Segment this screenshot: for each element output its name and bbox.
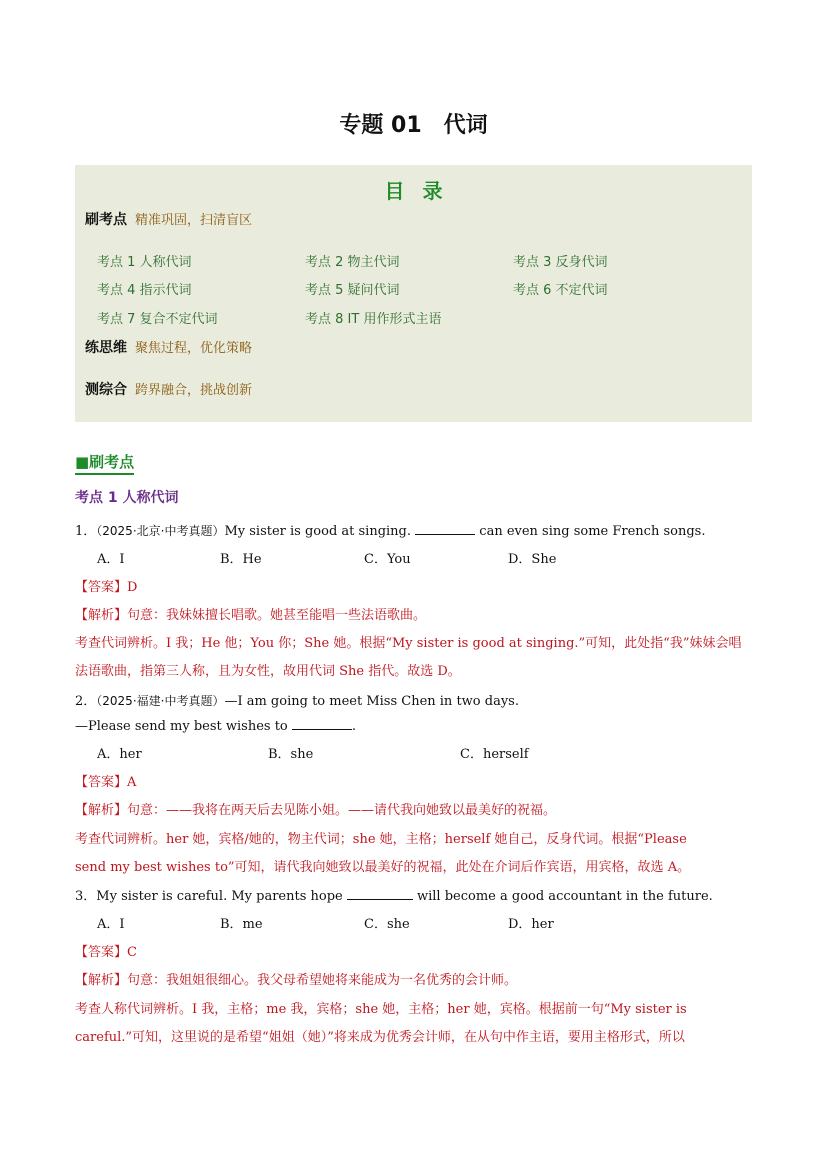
analysis-line: send my best wishes to”可知，请代我向她致以最美好的祝福，此处在介词后作宾语，用宾格，故选 A。 [75,860,691,875]
toc-row-label: 刷考点 [85,212,127,228]
analysis-line: 【解析】句意：我姐姐很细心。我父母希望她将来能成为一名优秀的会计师。 [75,973,518,988]
toc-item[interactable]: 考点 6 不定代词 [513,283,608,298]
option: B．she [268,747,314,762]
toc-item[interactable]: 考点 4 指示代词 [97,283,192,298]
analysis-line: 法语歌曲，指第三人称，且为女性，故用代词 She 指代。故选 D。 [75,664,461,679]
analysis-line: 考查人称代词辨析。I 我，主格；me 我，宾格；she 她，主格；her 她，宾格。根据前一句“My sister is [75,1002,687,1017]
option: C．herself [460,747,529,762]
toc-item[interactable]: 考点 3 反身代词 [513,255,608,270]
option: A．her [97,747,142,762]
toc-row-comprehensive [85,379,252,399]
toc-row-desc: 精准巩固，扫清盲区 [135,213,253,228]
question-text: —Please send my best wishes to [75,719,292,734]
analysis-line: 【解析】句意：——我将在两天后去见陈小姐。——请代我向她致以最美好的祝福。 [75,803,557,818]
answer-blank [292,717,352,730]
option: C．You [364,552,411,567]
option: A．I [97,917,125,932]
answer: 【答案】D [75,580,138,595]
question-text: My sister is careful. My parents hope [96,889,347,904]
answer-blank [415,522,475,535]
question-2-stem [75,690,519,709]
question-number: 1． [75,524,97,539]
question-text: will become a good accountant in the future. [412,889,713,904]
question-2-stem-line2 [75,717,356,734]
question-text: —I am going to meet Miss Chen in two days. [224,694,519,709]
answer-blank [347,887,413,900]
toc-item[interactable]: 考点 2 物主代词 [305,255,400,270]
question-source: （2025·北京·中考真题） [96,524,225,538]
answer: 【答案】C [75,945,137,960]
analysis-line: 考查代词辨析。I 我；He 他；You 你；She 她。根据“My sister is good at singing.”可知，此处指“我”妹妹会唱 [75,636,742,651]
option: A．I [97,552,125,567]
question-1-stem [75,520,705,539]
question-source: （2025·福建·中考真题） [96,694,225,708]
question-3-stem [75,885,713,904]
toc-row-label: 练思维 [85,340,127,356]
question-text: can even sing some French songs. [475,524,706,539]
section-heading: ■刷考点 [75,451,134,475]
option: B．He [220,552,262,567]
answer: 【答案】A [75,775,137,790]
question-number: 2． [75,694,97,709]
toc-row-label: 测综合 [85,382,127,398]
analysis-line: 考查代词辨析。her 她，宾格/她的，物主代词；she 她，主格；herself 她自己，反身代词。根据“Please [75,832,687,847]
toc-heading: 目录 [384,179,461,203]
toc-row-practice [85,209,252,229]
toc-item[interactable]: 考点 5 疑问代词 [305,283,400,298]
question-text: . [351,719,357,734]
toc-row-desc: 跨界融合，挑战创新 [135,383,253,398]
analysis-line: careful.”可知，这里说的是希望“姐姐（她）”将来成为优秀会计师，在从句中作主语，要用主格形式，所以 [75,1030,685,1045]
question-text: My sister is good at singing. [224,524,416,539]
toc-item[interactable]: 考点 8 IT 用作形式主语 [305,312,442,327]
toc-row-desc: 聚焦过程，优化策略 [135,341,253,356]
page-title: 专题 01 代词 [339,113,488,138]
option: B．me [220,917,263,932]
option: C．she [364,917,410,932]
question-number: 3． [75,889,97,904]
table-of-contents [75,165,752,422]
topic-heading: 考点 1 人称代词 [75,490,179,506]
option: D．her [508,917,554,932]
toc-row-thinking [85,337,252,357]
toc-item[interactable]: 考点 1 人称代词 [97,255,192,270]
toc-item[interactable]: 考点 7 复合不定代词 [97,312,218,327]
analysis-line: 【解析】句意：我妹妹擅长唱歌。她甚至能唱一些法语歌曲。 [75,608,427,623]
option: D．She [508,552,557,567]
